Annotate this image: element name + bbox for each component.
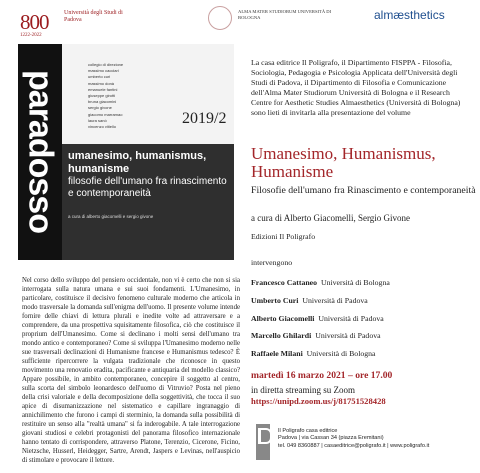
event-cura: a cura di Alberto Giacomelli, Sergio Givone [251,213,411,223]
cover-names: collegio di direzione massimo cacciari umberto curi massimo donà emanuele fantini giuseppe girotti bruna giacomini sergio givone giacomo marramao laura sanò vincenzo vitiello [88,62,124,130]
almaesthetics-logo: almæsthetics [374,8,445,22]
cover-year: 2019/2 [182,110,227,127]
cover-subtitle: filosofie dell'umano fra rinascimento e contemporaneità [68,176,227,199]
event-editore: Edizioni Il Poligrafo [251,232,316,241]
cover-series: paradosso [21,70,60,233]
cover-title: umanesimo, humanismus, humanisme [68,150,207,175]
speaker-item: Alberto Giacomelli Università di Padova [251,313,384,323]
event-stream: in diretta streaming su Zoom [251,385,355,395]
unipd-name: Università degli Studi di Padova [64,10,123,23]
speaker-item: Raffaele Milani Università di Bologna [251,349,376,359]
invitation-intro: La casa editrice Il Poligrafo, il Dipartimento FISPPA - Filosofia, Sociologia, Pedagogia e Psicologia Applicata dell'Università degli Studi di Padova, il Dipartimento di Filosofia e Comunicazione dell'Alma Mater Studiorum Università di Bologna e il Research Centre for Aesthetic Studies Almaesthetics (Università di Bologna) sono lieti di invitarla alla presentazione del volume [251,58,461,117]
cover-cura: a cura di alberto giacomelli e sergio givone [68,214,154,219]
poligrafo-logo-icon [256,424,270,460]
unipd-800-logo: 800 1222-2022 [20,10,49,38]
speaker-item: Umberto Curi Università di Padova [251,295,368,305]
speaker-item: Francesco Cattaneo Università di Bologna [251,278,390,287]
bologna-name: ALMA MATER STUDIORUM UNIVERSITÀ DI BOLOGNA [238,9,332,20]
cover-series-holder [18,44,62,260]
intervengono-label: intervengono [251,258,293,267]
event-date: martedì 16 marzo 2021 – ore 17.00 [251,370,393,381]
event-title: Umanesimo, Humanismus, Humanisme [251,144,436,181]
bologna-seal-icon [208,6,232,30]
zoom-link[interactable]: https://unipd.zoom.us/j/81751528428 [251,396,386,406]
publisher-info: Il Poligrafo casa editrice Padova | via Cassan 34 (piazza Eremitani) tel. 049 8360887 | casaeditrice@poligrafo.it | www.poligrafo.it [278,428,430,449]
event-subtitle: Filosofie dell'umano fra Rinascimento e contemporaneità [251,185,476,196]
book-description: Nel corso dello sviluppo del pensiero occidentale, non vi è certo che non si sia interrogata sulla natura umana e sui suoi fondamenti. L'Umanesimo, in particolare, costituisce il decisivo fenomeno culturale moderno che articola in modo trasversale la domanda sull'enigma dell'uomo. Il presente volume intende fornire delle chiavi di lettura plurali e inedite volte ad attraversare e a comprendere, da una prospettiva squisitamente filosofica, ciò che costituisce il proprium dell'Umanesimo. Come si declinano i molti sensi dell'umano tra mondo antico e contemporaneo? Come si sviluppa l'Umanesimo moderno nelle sue trasversali declinazioni di Humanisme francese e Humanismus tedesco? È sufficiente ripercorrere la vulgata tradizionale che riconosce in questo movimento una renovatio eradita, pacificante e antiquaria del modello classico? Appare possibile, in ambito contemporaneo, concepire il soggetto al centro, sulla scorta del simbolo leonardesco dell'uomo di Vitruvio? Posta nel pieno della crisi valoriale e della decomposizione della soggettività, che tocca il suo apice di disumanizzazione nel sistematico e capillare ingranaggio di annichilimento che furono i campi di sterminio, la domanda sulla possibilità di restituire un senso alla "realtà umana" si fa inderogabile. A tale interrogazione giovani studiosi e celebri protagonisti del panorama filosofico internazionale hanno tentato di corrispondere, attraverso Platone, Terenzio, Cicerone, Ficino, Nietzsche, Husserl, Heidegger, Sartre, Arendt, Jaspers e Levinas, nell'auspicio di stimolare e provocare il lettore. [22,277,240,464]
speaker-item: Marcello Ghilardi Università di Padova [251,331,381,341]
speakers-list [251,274,477,363]
